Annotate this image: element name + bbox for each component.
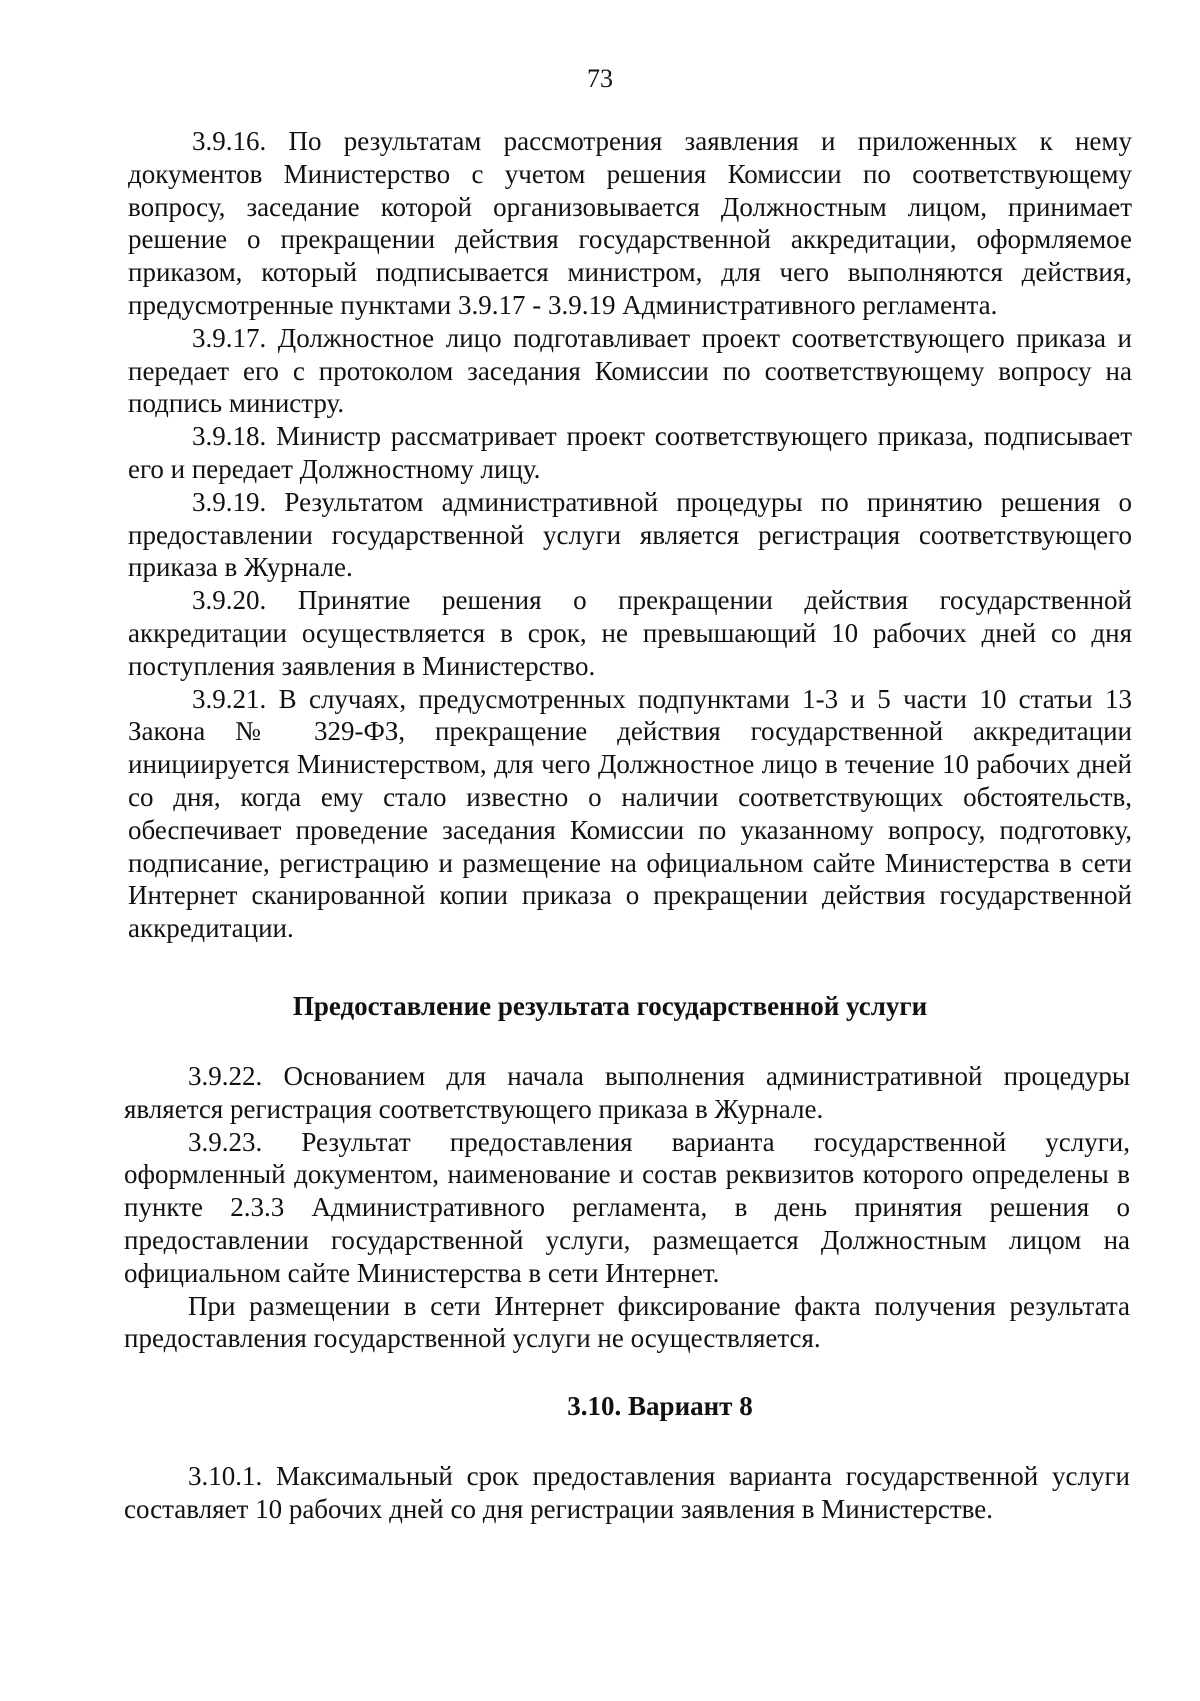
- paragraph-3-9-19: 3.9.19. Результатом административной процедуры по принятию решения о предоставлении государственной услуги является регистрация соответствующего приказа в Журнале.: [128, 486, 1132, 583]
- paragraph-3-9-21: 3.9.21. В случаях, предусмотренных подпунктами 1-3 и 5 части 10 статьи 13 Закона № 329-ФЗ, прекращение действия государственной аккредитации инициируется Министерством, для чего Должностное лицо в течение 10 рабочих дней со дня, когда ему стало известно о наличии соответствующих обстоятельств, обеспечивает проведение заседания Комиссии по указанному вопросу, подготовку, подписание, регистрацию и размещение на официальном сайте Министерства в сети Интернет сканированной копии приказа о прекращении действия государственной аккредитации.: [128, 683, 1132, 944]
- paragraph-internet-note: При размещении в сети Интернет фиксирование факта получения результата предоставления государственной услуги не осуществляется.: [124, 1290, 1130, 1354]
- section-result-text: [124, 1060, 1130, 1355]
- section-variant-8-text: [124, 1460, 1130, 1526]
- section-procedure-text: [128, 125, 1132, 945]
- paragraph-3-9-18: 3.9.18. Министр рассматривает проект соответствующего приказа, подписывает его и передает Должностному лицу.: [128, 421, 1132, 484]
- section-heading-result: Предоставление результата государственной услуги: [292, 991, 928, 1021]
- page-number: 73: [587, 64, 613, 93]
- paragraph-3-9-23: 3.9.23. Результат предоставления варианта государственной услуги, оформленный документом, наименование и состав реквизитов которого определены в пункте 2.3.3 Административного регламента, в день принятия решения о предоставлении государственной услуги, размещается Должностным лицом на официальном сайте Министерства в сети Интернет.: [124, 1126, 1130, 1288]
- section-heading-variant-8: 3.10. Вариант 8: [567, 1391, 753, 1421]
- paragraph-3-9-22: 3.9.22. Основанием для начала выполнения административной процедуры является регистрация соответствующего приказа в Журнале.: [124, 1061, 1130, 1124]
- paragraph-3-9-17: 3.9.17. Должностное лицо подготавливает проект соответствующего приказа и передает его с протоколом заседания Комиссии по соответствующему вопросу на подпись министру.: [128, 322, 1132, 419]
- paragraph-3-9-20: 3.9.20. Принятие решения о прекращении действия государственной аккредитации осуществляется в срок, не превышающий 10 рабочих дней со дня поступления заявления в Министерство.: [128, 585, 1132, 681]
- paragraph-3-10-1: 3.10.1. Максимальный срок предоставления варианта государственной услуги составляет 10 рабочих дней со дня регистрации заявления в Министерстве.: [124, 1461, 1130, 1524]
- paragraph-3-9-16: 3.9.16. По результатам рассмотрения заявления и приложенных к нему документов Министерство с учетом решения Комиссии по соответствующему вопросу, заседание которой организовывается Должностным лицом, принимает решение о прекращении действия государственной аккредитации, оформляемое приказом, который подписывается министром, для чего выполняются действия, предусмотренные пунктами 3.9.17 - 3.9.19 Административного регламента.: [128, 126, 1132, 320]
